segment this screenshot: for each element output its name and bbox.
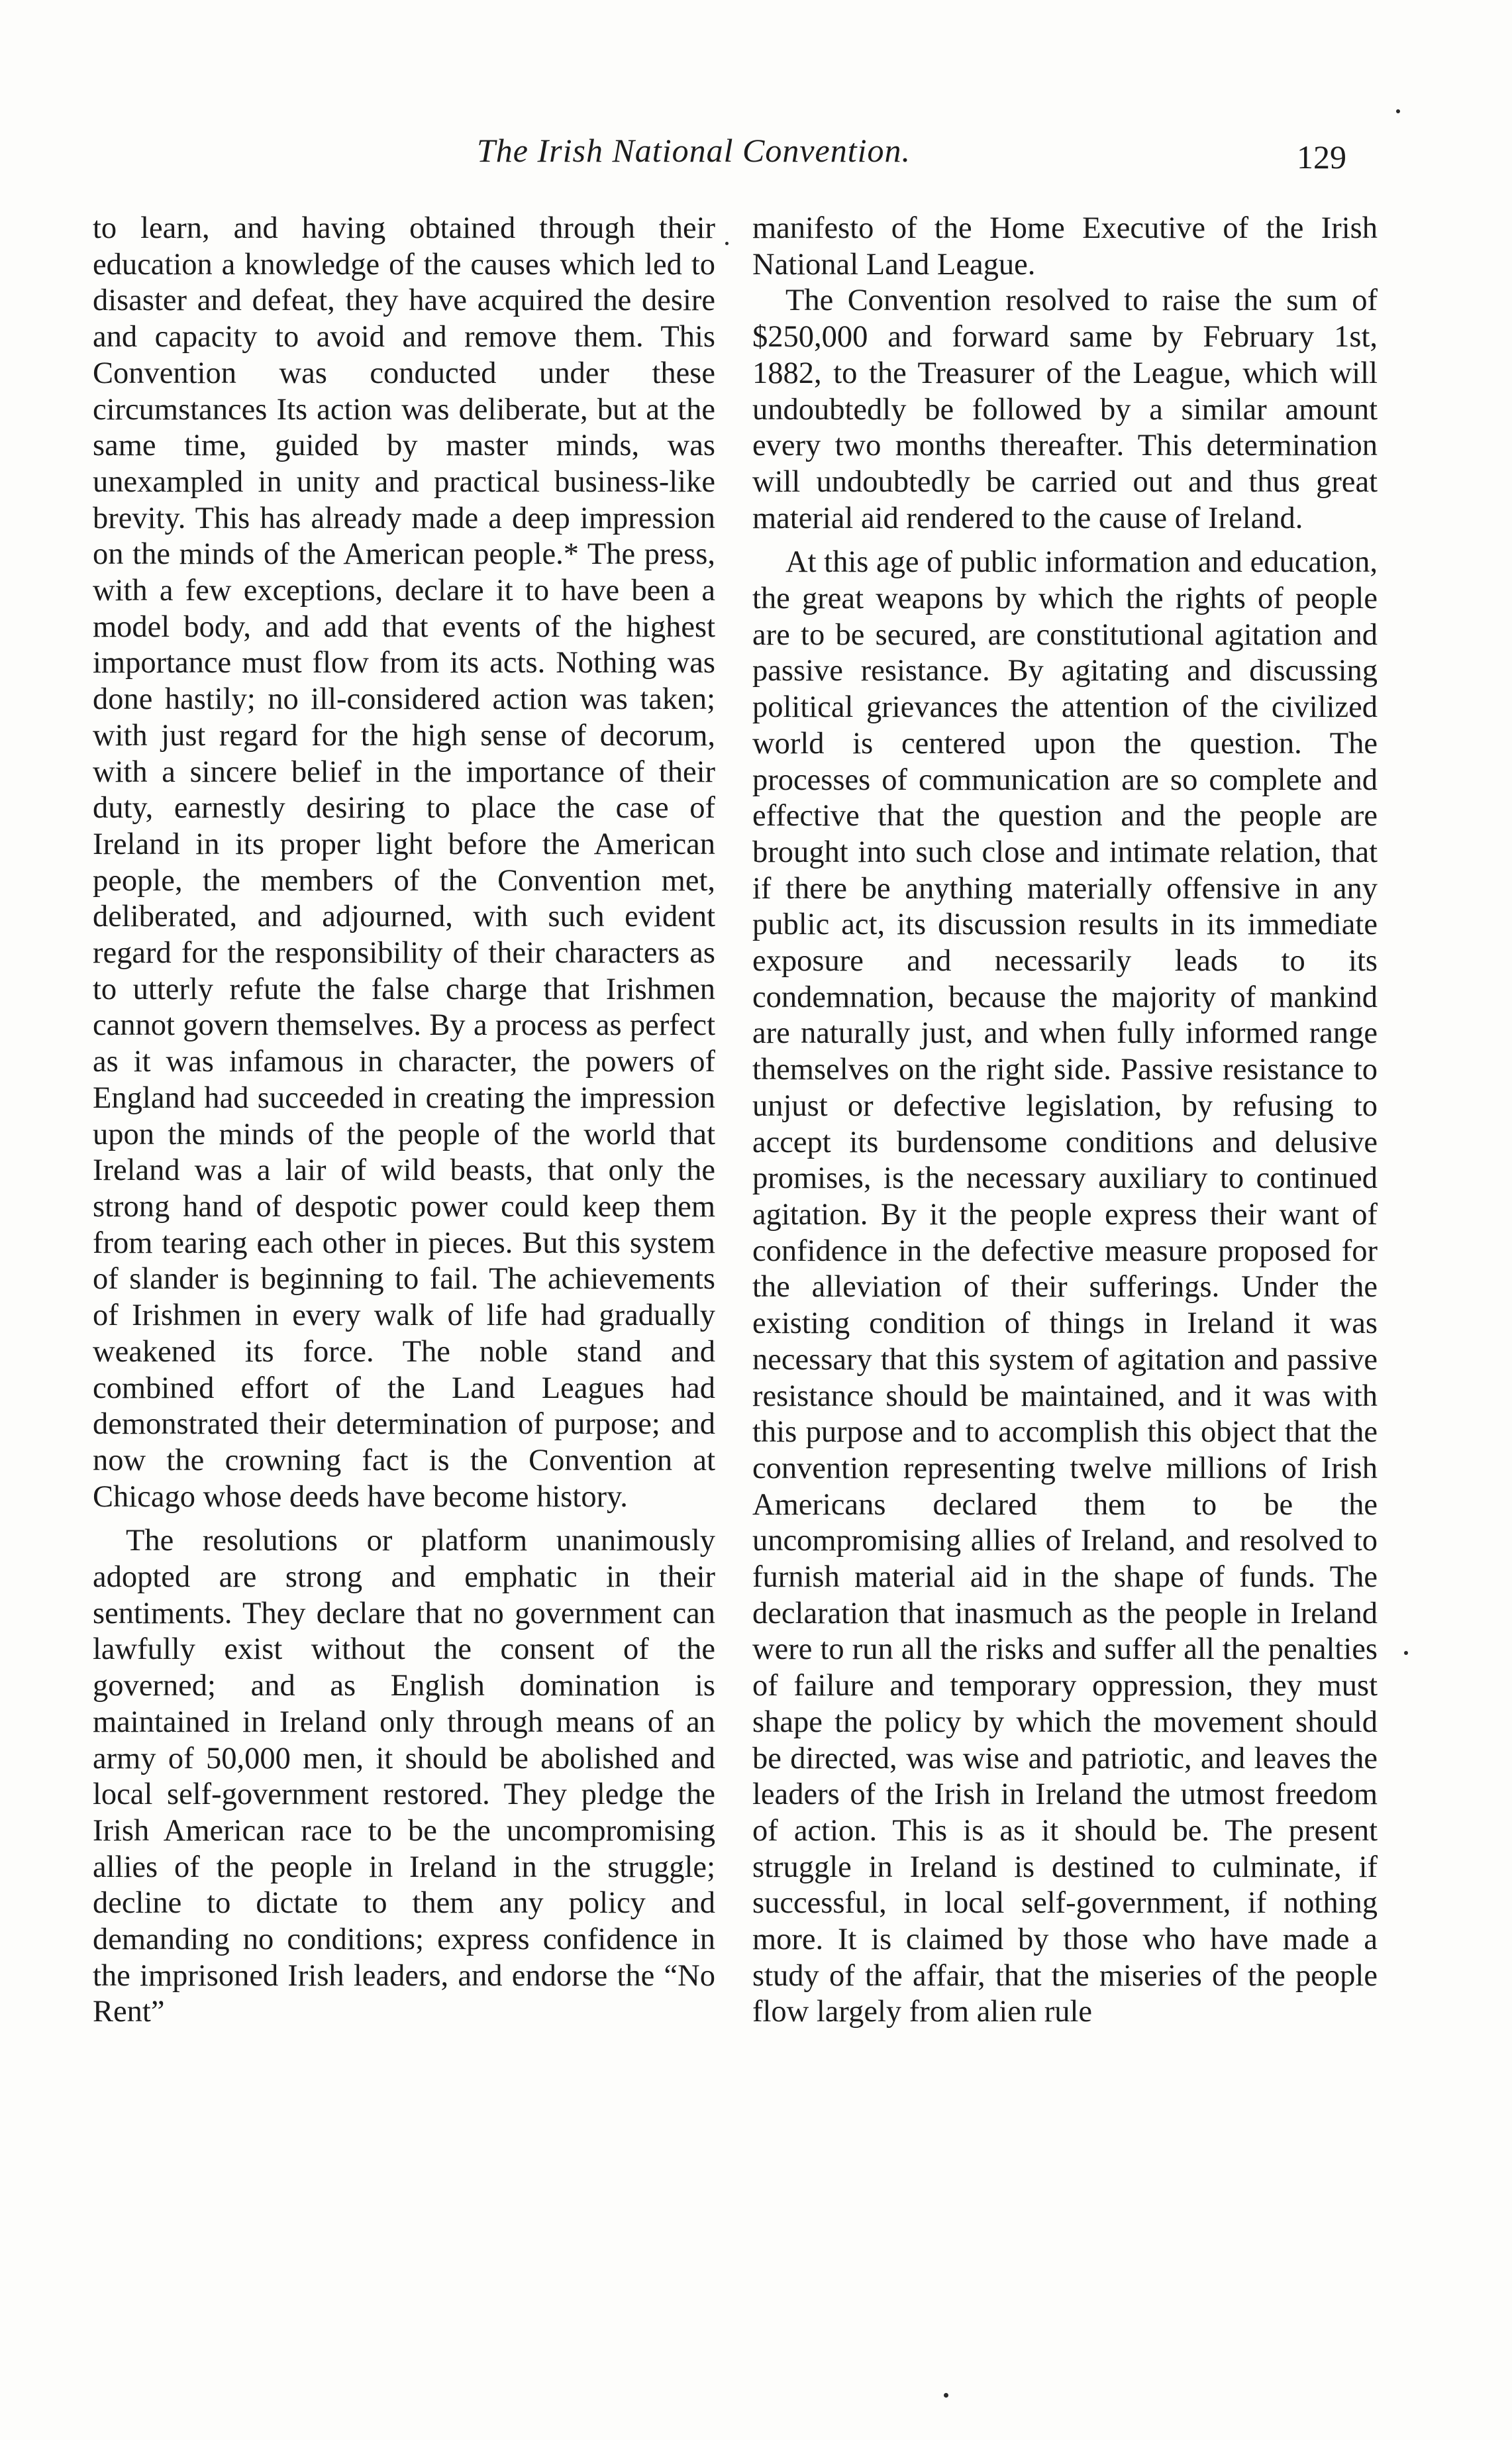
print-speck (944, 2393, 948, 2398)
right-paragraph-1: manifesto of the Home Executive of the Irish National Land League. (752, 211, 1378, 282)
left-paragraph-1: to learn, and having obtained through their education a knowledge of the causes which led to disaster and defeat, they have acquired the desire and capacity to avoid and remove them. This Convention was conducted under these circumstances Its action was deliberate, but at the same time, guided by master minds, was unexampled in unity and practical business-like brevity. This has already made a deep impression on the minds of the American people.* The press, with a few exceptions, declare it to have been a model body, and add that events of the highest importance must flow from its acts. Nothing was done hastily; no ill-considered action was taken; with just regard for the high sense of decorum, with a sincere belief in the importance of their duty, earnestly desiring to place the case of Ireland in its proper light before the American people, the members of the Convention met, deliberated, and adjourned, with such evident regard for the responsibility of their characters as to utterly refute the false charge that Irishmen cannot govern themselves. By a process as perfect as it was infamous in character, the powers of England had succeeded in creating the impression upon the minds of the people of the world that Ireland was a lair of wild beasts, that only the strong hand of despotic power could keep them from tearing each other in pieces. But this system of slander is beginning to fail. The achievements of Irishmen in every walk of life had gradually weakened its force. The noble stand and combined effort of the Land Leagues had demonstrated their determination of purpose; and now the crowning fact is the Convention at Chicago whose deeds have become history. (93, 211, 715, 1514)
left-paragraph-2: The resolutions or platform unanimously adopted are strong and emphatic in their sentiments. They declare that no government can lawfully exist without the consent of the governed; and as English domination is maintained in Ireland only through means of an army of 50,000 men, it should be abolished and local self-government restored. They pledge the Irish American race to be the uncompromising allies of the people in Ireland in the struggle; decline to dictate to them any policy and demanding no conditions; express confidence in the imprisoned Irish leaders, and endorse the “No Rent” (93, 1524, 715, 2029)
left-column (93, 211, 715, 2031)
right-paragraph-2: The Convention resolved to raise the sum of $250,000 and forward same by February 1st, 1882, to the Treasurer of the League, which will undoubtedly be followed by a similar amount every two months thereafter. This determination will undoubtedly be carried out and thus great material aid rendered to the cause of Ireland. (752, 284, 1378, 535)
page-number: 129 (1297, 138, 1346, 176)
right-paragraph-3: At this age of public information and education, the great weapons by which the rights of people are to be secured, are constitutional agitation and passive resistance. By agitating and discussing political grievances the attention of the civilized world is centered upon the question. The processes of communication are so complete and effective that the question and the people are brought into such close and intimate relation, that if there be anything materially offensive in any public act, its discussion results in its immediate exposure and necessarily leads to its condemnation, because the majority of mankind are naturally just, and when fully informed range themselves on the right side. Passive resistance to unjust or defective legislation, by refusing to accept its burdensome conditions and delusive promises, is the necessary auxiliary to continued agitation. By it the people express their want of confidence in the defective measure proposed for the alleviation of their sufferings. Under the existing condition of things in Ireland it was necessary that this system of agitation and passive resistance should be maintained, and it was with this purpose and to accomplish this object that the convention representing twelve millions of Irish Americans declared them to be the uncompromising allies of Ireland, and resolved to furnish material aid in the shape of funds. The declaration that inasmuch as the people in Ireland were to run all the risks and suffer all the penalties of failure and temporary oppression, they must shape the policy by which the movement should be directed, was wise and patriotic, and leaves the leaders of the Irish in Ireland the utmost freedom of action. This is as it should be. The present struggle in Ireland is destined to culminate, if successful, in local self-government, if nothing more. It is claimed by those who have made a study of the affair, that the miseries of the people flow largely from alien rule (752, 545, 1378, 2029)
right-column (752, 211, 1378, 2031)
print-speck (1404, 1651, 1408, 1655)
running-title: The Irish National Convention. (477, 132, 911, 169)
print-speck (1396, 109, 1400, 113)
print-speck (725, 242, 729, 245)
